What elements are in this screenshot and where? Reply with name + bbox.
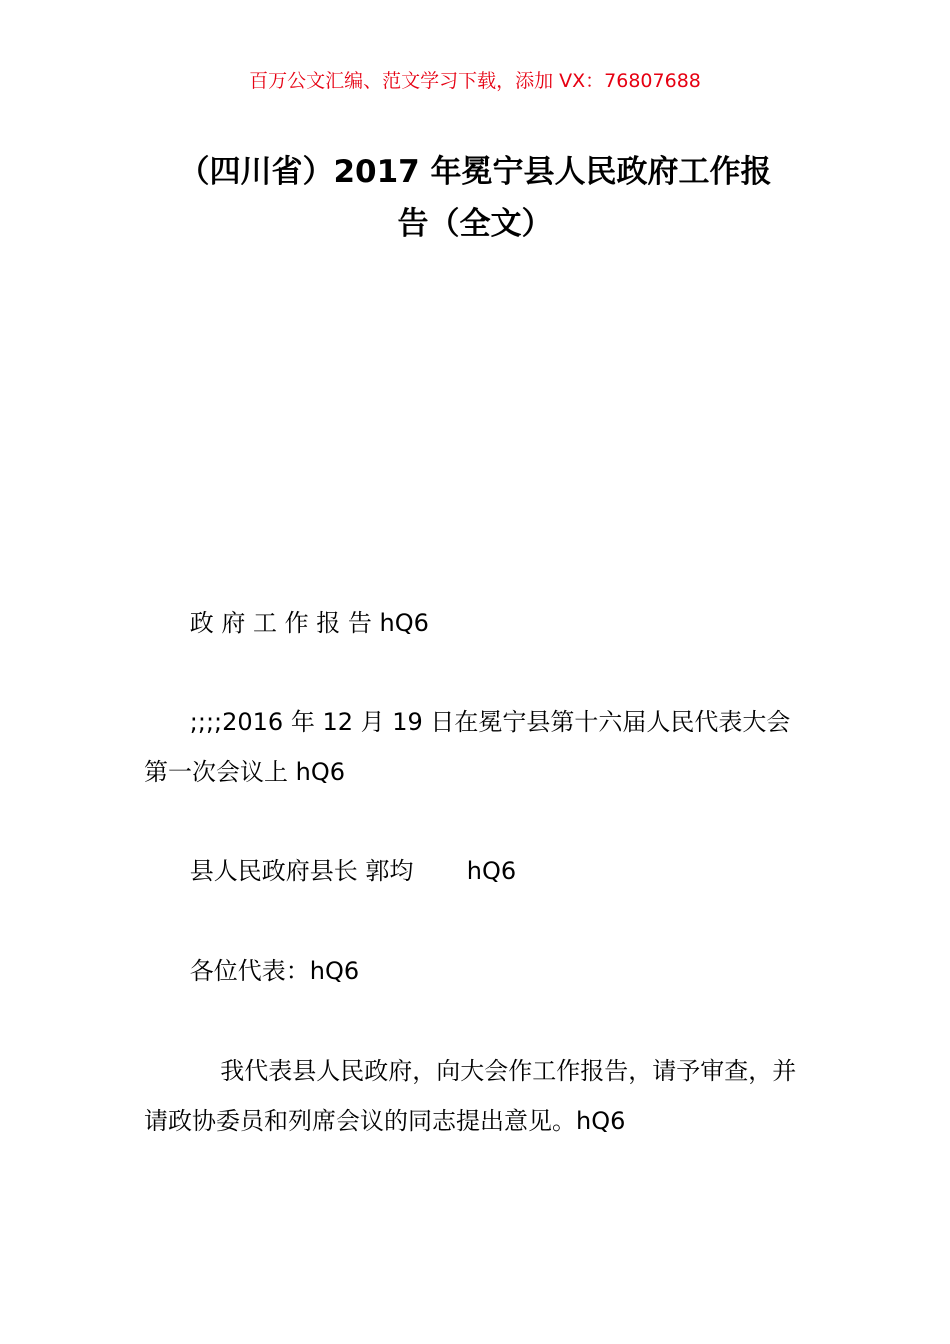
opening-paragraph: 我代表县人民政府，向大会作工作报告，请予审查，并请政协委员和列席会议的同志提出意见。hQ6 <box>144 1057 797 1135</box>
document-title-line-1: （四川省）2017 年冕宁县人民政府工作报 <box>178 154 772 190</box>
salutation-paragraph: 各位代表：hQ6 <box>144 957 360 985</box>
speaker-paragraph: 县人民政府县长 郭均 hQ6 <box>144 857 517 885</box>
document-title <box>130 146 820 250</box>
header-watermark-note: 百万公文汇编、范文学习下载，添加 VX：76807688 <box>249 70 701 92</box>
report-heading-paragraph: 政 府 工 作 报 告 hQ6 <box>144 609 429 637</box>
document-title-line-2: 告（全文） <box>397 206 553 242</box>
meeting-date-paragraph: ;;;;2016 年 12 月 19 日在冕宁县第十六届人民代表大会第一次会议上 hQ6 <box>144 708 791 786</box>
